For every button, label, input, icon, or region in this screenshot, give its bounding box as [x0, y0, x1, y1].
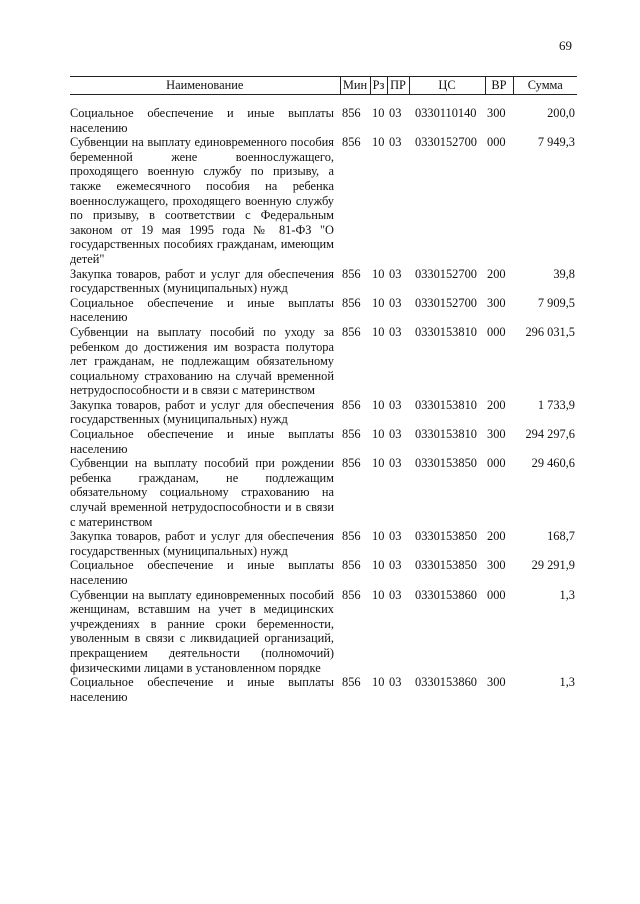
row-cs: 0330153860	[415, 587, 477, 602]
row-name: Социальное обеспечение и иные выплаты населению	[70, 295, 334, 325]
row-cs: 0330153850	[415, 529, 477, 544]
row-pr: 03	[389, 529, 402, 544]
header-pr: ПР	[387, 77, 409, 95]
row-rz: 10	[372, 266, 385, 281]
row-pr: 03	[389, 675, 402, 690]
row-rz: 10	[372, 587, 385, 602]
row-cs: 0330153810	[415, 427, 477, 442]
row-name: Социальное обеспечение и иные выплаты населению	[70, 106, 334, 135]
row-cs: 0330153850	[415, 456, 477, 471]
row-vr: 000	[487, 135, 506, 150]
row-vr: 200	[487, 397, 506, 412]
table-row	[70, 267, 577, 296]
row-name: Закупка товаров, работ и услуг для обеспечения государственных (муниципальных) нужд	[70, 529, 334, 558]
table-row	[70, 456, 577, 529]
header-cs: ЦС	[409, 77, 485, 95]
row-rz: 10	[372, 427, 385, 442]
row-pr: 03	[389, 558, 402, 573]
row-sum: 39,8	[553, 266, 575, 281]
row-cs: 0330152700	[415, 295, 477, 310]
row-pr: 03	[389, 324, 402, 339]
row-min: 856	[342, 106, 361, 120]
row-pr: 03	[389, 135, 402, 150]
row-name: Субвенции на выплату пособий при рождении ребенка гражданам, не подлежащим обязательному социальному страхованию на случай временной нетрудоспособности и в связи с материнством	[70, 456, 334, 529]
row-name: Закупка товаров, работ и услуг для обеспечения государственных (муниципальных) нужд	[70, 266, 334, 296]
row-cs: 0330153850	[415, 558, 477, 573]
table-row	[70, 529, 577, 558]
table-row	[70, 427, 577, 456]
row-cs: 0330152700	[415, 266, 477, 281]
table-row	[70, 95, 577, 136]
table-row	[70, 398, 577, 427]
row-min: 856	[342, 397, 361, 412]
row-sum: 1,3	[559, 587, 575, 602]
row-sum: 1 733,9	[537, 397, 575, 412]
row-sum: 29 460,6	[531, 456, 575, 471]
row-pr: 03	[389, 456, 402, 471]
row-min: 856	[342, 324, 361, 339]
row-name: Субвенции на выплату пособий по уходу за ребенком до достижения им возраста полутора лет гражданам, не подлежащим обязательному социальному страхованию на случай временной нетрудоспособности и в связи с материнством	[70, 324, 334, 398]
row-vr: 000	[487, 456, 506, 471]
row-vr: 300	[487, 675, 506, 690]
table-row	[70, 135, 577, 266]
row-rz: 10	[372, 456, 385, 471]
row-rz: 10	[372, 529, 385, 544]
table-row	[70, 675, 577, 704]
row-name: Закупка товаров, работ и услуг для обеспечения государственных (муниципальных) нужд	[70, 397, 334, 427]
row-pr: 03	[389, 266, 402, 281]
row-vr: 200	[487, 529, 506, 544]
row-sum: 7 949,3	[537, 135, 575, 150]
row-min: 856	[342, 675, 361, 690]
row-cs: 0330153860	[415, 675, 477, 690]
row-vr: 300	[487, 295, 506, 310]
row-name: Социальное обеспечение и иные выплаты населению	[70, 427, 334, 456]
table-row	[70, 296, 577, 325]
row-pr: 03	[389, 427, 402, 442]
row-name: Субвенции на выплату единовременного пособия беременной жене военнослужащего, проходящего военную службу по призыву, а также ежемесячного пособия на ребенка военнослужащего, проходящего военную службу по призыву, в соответствии с Федеральным законом от 19 мая 1995 года № 81-ФЗ "О государственных пособиях гражданам, имеющим детей"	[70, 135, 334, 266]
row-min: 856	[342, 266, 361, 281]
row-cs: 0330153810	[415, 324, 477, 339]
row-min: 856	[342, 135, 361, 150]
header-rz: Рз	[370, 77, 387, 95]
row-vr: 000	[487, 587, 506, 602]
row-sum: 29 291,9	[531, 558, 575, 573]
row-min: 856	[342, 587, 361, 602]
row-rz: 10	[372, 324, 385, 339]
row-name: Социальное обеспечение и иные выплаты населению	[70, 558, 334, 587]
row-vr: 300	[487, 558, 506, 573]
row-pr: 03	[389, 397, 402, 412]
row-cs: 0330152700	[415, 135, 477, 150]
row-name: Социальное обеспечение и иные выплаты населению	[70, 675, 334, 704]
row-name: Субвенции на выплату единовременных пособий женщинам, вставшим на учет в медицинских учреждениях в ранние сроки беременности, уволенным в связи с ликвидацией организаций, прекращением деятельности (полномочий) физическими лицами в установленном порядке	[70, 587, 334, 675]
row-sum: 1,3	[559, 675, 575, 690]
header-sum: Сумма	[513, 77, 577, 95]
row-pr: 03	[389, 587, 402, 602]
row-min: 856	[342, 427, 361, 442]
header-vr: ВР	[485, 77, 513, 95]
row-min: 856	[342, 529, 361, 544]
row-min: 856	[342, 558, 361, 573]
row-min: 856	[342, 456, 361, 471]
page-number: 69	[559, 38, 572, 53]
table-row	[70, 325, 577, 398]
row-vr: 200	[487, 266, 506, 281]
row-min: 856	[342, 295, 361, 310]
row-rz: 10	[372, 135, 385, 150]
row-cs: 0330110140	[415, 106, 477, 120]
row-cs: 0330153810	[415, 397, 477, 412]
row-vr: 300	[487, 106, 506, 120]
table-header-row	[70, 77, 577, 95]
row-sum: 168,7	[547, 529, 575, 544]
row-rz: 10	[372, 558, 385, 573]
row-sum: 200,0	[547, 106, 575, 120]
row-sum: 7 909,5	[537, 295, 575, 310]
row-rz: 10	[372, 397, 385, 412]
row-rz: 10	[372, 106, 385, 120]
table-row	[70, 588, 577, 676]
header-min: Мин	[340, 77, 370, 95]
row-vr: 000	[487, 324, 506, 339]
row-pr: 03	[389, 295, 402, 310]
table-body	[70, 95, 577, 705]
row-pr: 03	[389, 106, 402, 120]
row-vr: 300	[487, 427, 506, 442]
row-rz: 10	[372, 675, 385, 690]
header-name: Наименование	[70, 77, 340, 95]
row-sum: 294 297,6	[525, 427, 575, 442]
row-sum: 296 031,5	[525, 324, 575, 339]
budget-table	[70, 76, 577, 704]
table-row	[70, 558, 577, 587]
row-rz: 10	[372, 295, 385, 310]
